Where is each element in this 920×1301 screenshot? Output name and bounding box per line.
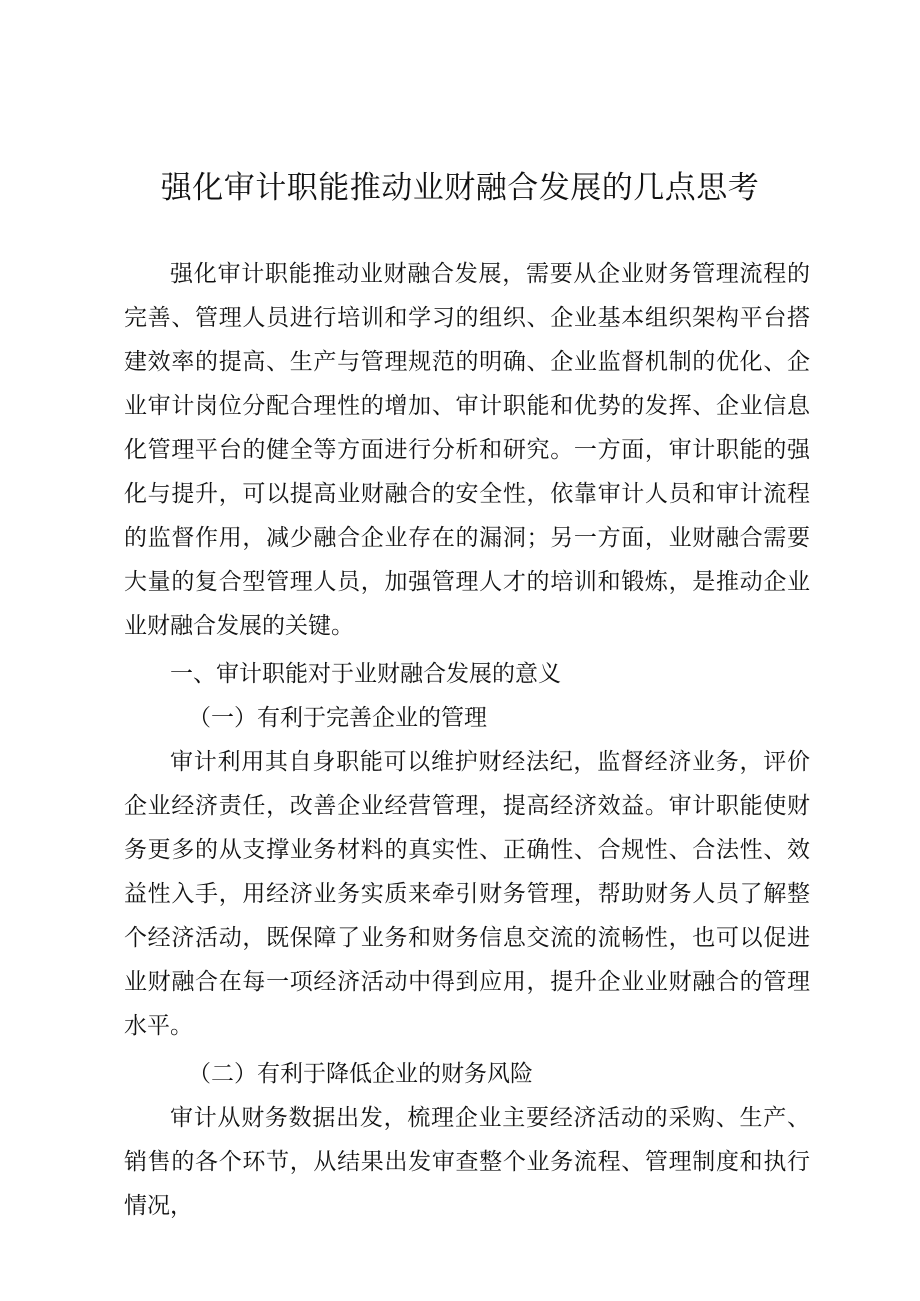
subsection-paragraph-2: 审计从财务数据出发，梳理企业主要经济活动的采购、生产、销售的各个环节，从结果出发审查整个业务流程、管理制度和执行情况， — [124, 1105, 810, 1219]
subsection-paragraph-1: 审计利用其自身职能可以维护财经法纪，监督经济业务，评价企业经济责任，改善企业经营管理，提高经济效益。审计职能使财务更多的从支撑业务材料的真实性、正确性、合规性、合法性、效益性入手，用经济业务实质来牵引财务管理，帮助财务人员了解整个经济活动，既保障了业务和财务信息交流的流畅性，也可以促进业财融合在每一项经济活动中得到应用，提升企业业财融合的管理水平。 — [124, 749, 810, 1039]
subsection-heading-1: （一）有利于完善企业的管理 — [188, 705, 487, 731]
subsection-heading-2: （二）有利于降低企业的财务风险 — [188, 1061, 533, 1087]
intro-paragraph: 强化审计职能推动业财融合发展，需要从企业财务管理流程的完善、管理人员进行培训和学习的组织、企业基本组织架构平台搭建效率的提高、生产与管理规范的明确、企业监督机制的优化、企业审计岗位分配合理性的增加、审计职能和优势的发挥、企业信息化管理平台的健全等方面进行分析和研究。一方面，审计职能的强化与提升，可以提高业财融合的安全性，依靠审计人员和审计流程的监督作用，减少融合企业存在的漏洞；另一方面，业财融合需要大量的复合型管理人员，加强管理人才的培训和锻炼，是推动企业业财融合发展的关键。 — [124, 261, 810, 639]
section-heading-1: 一、审计职能对于业财融合发展的意义 — [170, 661, 561, 687]
document-title: 强化审计职能推动业财融合发展的几点思考 — [160, 170, 760, 206]
document-body — [124, 252, 810, 1228]
